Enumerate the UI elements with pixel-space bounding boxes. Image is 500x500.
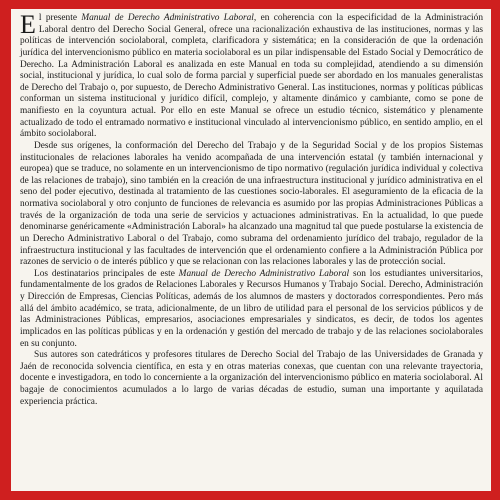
text-segment: Sus autores son catedráticos y profesores titulares de Derecho Social del Trabajo de las Universidades de Granada y Jaén de reconocida solvencia científica, en esta y en otras materias conexas, que cuentan con una relevante trayectoria, docente e investigadora, en todo lo concerniente a la organización del intervencionismo público en materia sociolaboral. Al bagaje de conocimientos acumulados a lo largo de varias décadas de estudio, suman una importante y aquilatada experiencia práctica. [20, 350, 483, 407]
text-segment: Los destinatarios principales de este [34, 268, 179, 279]
text-panel [11, 9, 491, 491]
paragraph-2 [20, 141, 483, 269]
text-segment: , en coherencia con la especificidad de la Administración Laboral dentro del Derecho Social General, ofrece una racionalización exhaustiva de las instituciones, normas y las políticas de intervención sociolaboral, completa, clarificadora y sistemática; en la consideración de que la ordenación jurídica del intervencionismo público en materia sociolaboral es un pilar indispensable del Estado Social y Democrático de Derecho. La Administración Laboral es analizada en este Manual en toda su complejidad, atendiendo a su dimensión social, institucional y jurídica, lo cual solo de forma parcial y superficial puede ser abordado en los manuales generalistas de Derecho del Trabajo o, por supuesto, de Derecho Administrativo General. Las instituciones, normas y políticas públicas conforman un sistema institucional y jurídico difícil, complejo, y altamente dinámico y cambiante, como se pone de manifiesto en la coyuntura actual. Por ello en este Manual se ofrece un estudio técnico, sistemático y plenamente actualizado de todo el entramado normativo e institucional vinculado al intervencionismo público, en sentido amplio, en el ámbito sociolaboral. [20, 13, 483, 140]
text-segment: l presente [38, 13, 82, 23]
book-title-italic: Manual de Derecho Administrativo Laboral [81, 13, 254, 23]
paragraph-3 [20, 269, 483, 350]
paragraph-1 [20, 10, 483, 141]
text-segment: Desde sus orígenes, la conformación del Derecho del Trabajo y de la Seguridad Social y de los propios Sistemas institucionales de relaciones laborales ha venido acompañada de una intervención estatal (y también internacional y europea) que se traduce, no solamente en un intervencionismo de tipo normativo (regulación jurídica individual y colectiva de las relaciones de trabajo), sino también en la creación de una infraestructura institucional y jurídico administrativa en el seno del poder ejecutivo, destinada al tratamiento de las cuestiones socio-laborales. El aseguramiento de la eficacia de la normativa sociolaboral y otro conjunto de funciones de relevancia es asumido por las propias Administraciones Públicas a través de la organización de toda una serie de servicios y actuaciones administrativas. En la actualidad, lo que puede denominarse genéricamente «Administración Laboral» ha alcanzado una magnitud tal que puede postularse la existencia de un Derecho Administrativo Laboral o del Trabajo, como subrama del ordenamiento jurídico del trabajo, regulador de la infraestructura institucional y las facultades de intervención que el ordenamiento confiere a la Administración Pública por razones de servicio o de interés público y que se relacionan con las relaciones laborales y las de protección social. [20, 140, 483, 268]
text-segment: son los estudiantes universitarios, fundamentalmente de los grados de Relaciones Laborales y Recursos Humanos y Trabajo Social. Derecho, Administración y Dirección de Empresas, Ciencias Políticas, además de los alumnos de masters y doctorados correspondientes. Pero más allá del ámbito académico, se trata, adicionalmente, de un libro de utilidad para el personal de los servicios públicos y de las Administraciones Públicas, empresarios, asociaciones empresariales y sindicatos, es decir, de todos los agentes implicados en las políticas públicas y en la ordenación y gestión del mercado de trabajo y de las relaciones sociolaborales en su conjunto. [20, 268, 484, 349]
paragraph-4 [20, 350, 483, 408]
book-title-italic: Manual de Derecho Administrativo Laboral [178, 268, 350, 279]
drop-cap: E [20, 10, 36, 39]
